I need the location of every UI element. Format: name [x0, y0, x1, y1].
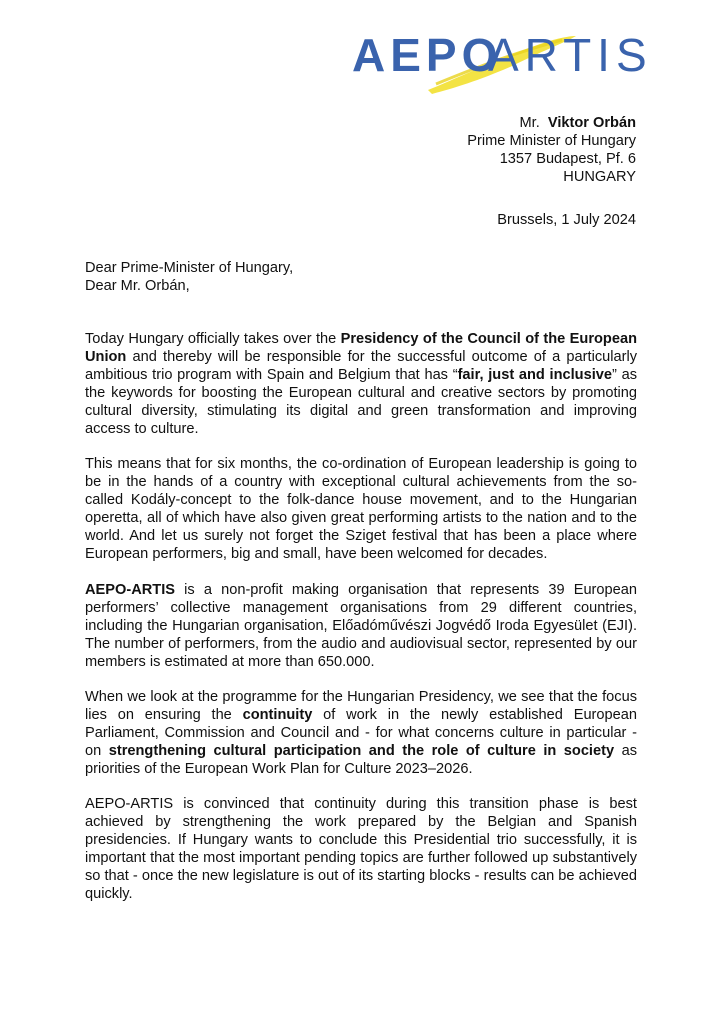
recipient-country: HUNGARY [563, 169, 636, 185]
salutation-line-1: Dear Prime-Minister of Hungary, [85, 260, 294, 276]
logo-aepo-text: AEPO [352, 29, 503, 81]
aepo-artis-logo [340, 22, 660, 102]
p4-bold-continuity: continuity [242, 707, 313, 723]
p4-text-3: as priorities of the European Work Plan for Culture 2023–2026. [85, 743, 637, 777]
paragraph-4 [85, 688, 637, 778]
recipient-title: Prime Minister of Hungary [467, 133, 636, 149]
letter-body [85, 330, 637, 920]
paragraph-2: This means that for six months, the co-ordination of European leadership is going to be in the hands of a country with exceptional cultural achievements from the so-called Kodály-concept to the folk-dance house movement, and to the Hungarian operetta, all of which have also given great performing artists to the nation and to the world. And let us surely not forget the Sziget festival that has been a place where European performers, big and small, have been welcomed for decades. [85, 456, 637, 562]
p1-bold-presidency: Presidency of the Council of the European Union [85, 331, 637, 365]
paragraph-5: AEPO-ARTIS is convinced that continuity during this transition phase is best achieved by strengthening the work prepared by the Belgian and Spanish presidencies. If Hungary wants to conclude this Presidential trio successfully, it is important that the most important pending topics are further followed up substantively so that - once the new legislature is out of its starting blocks - results can be achieved quickly. [85, 796, 637, 902]
letter-date: Brussels, 1 July 2024 [497, 212, 636, 228]
logo-artis-text: ARTIS [488, 29, 653, 81]
p3-text-1: is a non-profit making organisation that represents 39 European performers’ collective management organisations from 29 different countries, including the Hungarian organisation, Előadóművészi Jogvédő Iroda Egyesület (EJI). The number of performers, from the audio and audiovisual sector, represented by our members is estimated at more than 650.000. [85, 582, 637, 670]
salutation-line-2: Dear Mr. Orbán, [85, 278, 190, 294]
recipient-address: 1357 Budapest, Pf. 6 [499, 151, 636, 167]
p1-text-3: ” as the keywords for boosting the European cultural and creative sectors by promoting cultural diversity, stimulating its digital and green transformation and improving access to culture. [85, 367, 637, 437]
p1-text-1: Today Hungary officially takes over the [85, 331, 341, 347]
paragraph-1 [85, 330, 637, 438]
recipient-name-line [467, 114, 636, 132]
recipient-name: Viktor Orbán [547, 115, 636, 131]
p1-text-2: and thereby will be responsible for the successful outcome of a particularly ambitious trio program with Spain and Belgium that has “ [85, 349, 637, 383]
p1-bold-keywords: fair, just and inclusive [457, 367, 613, 383]
p4-text-2: of work in the newly established European Parliament, Commission and Council and - for what concerns culture in particular - on [85, 707, 637, 759]
recipient-prefix: Mr. [519, 115, 540, 131]
p3-bold-org: AEPO-ARTIS [85, 582, 175, 598]
paragraph-3 [85, 581, 637, 671]
recipient-address-block [467, 114, 636, 186]
salutation [85, 259, 293, 295]
p4-bold-priorities: strengthening cultural participation and the role of culture in society [108, 743, 615, 759]
p4-text-1: When we look at the programme for the Hungarian Presidency, we see that the focus lies on ensuring the [85, 689, 637, 723]
